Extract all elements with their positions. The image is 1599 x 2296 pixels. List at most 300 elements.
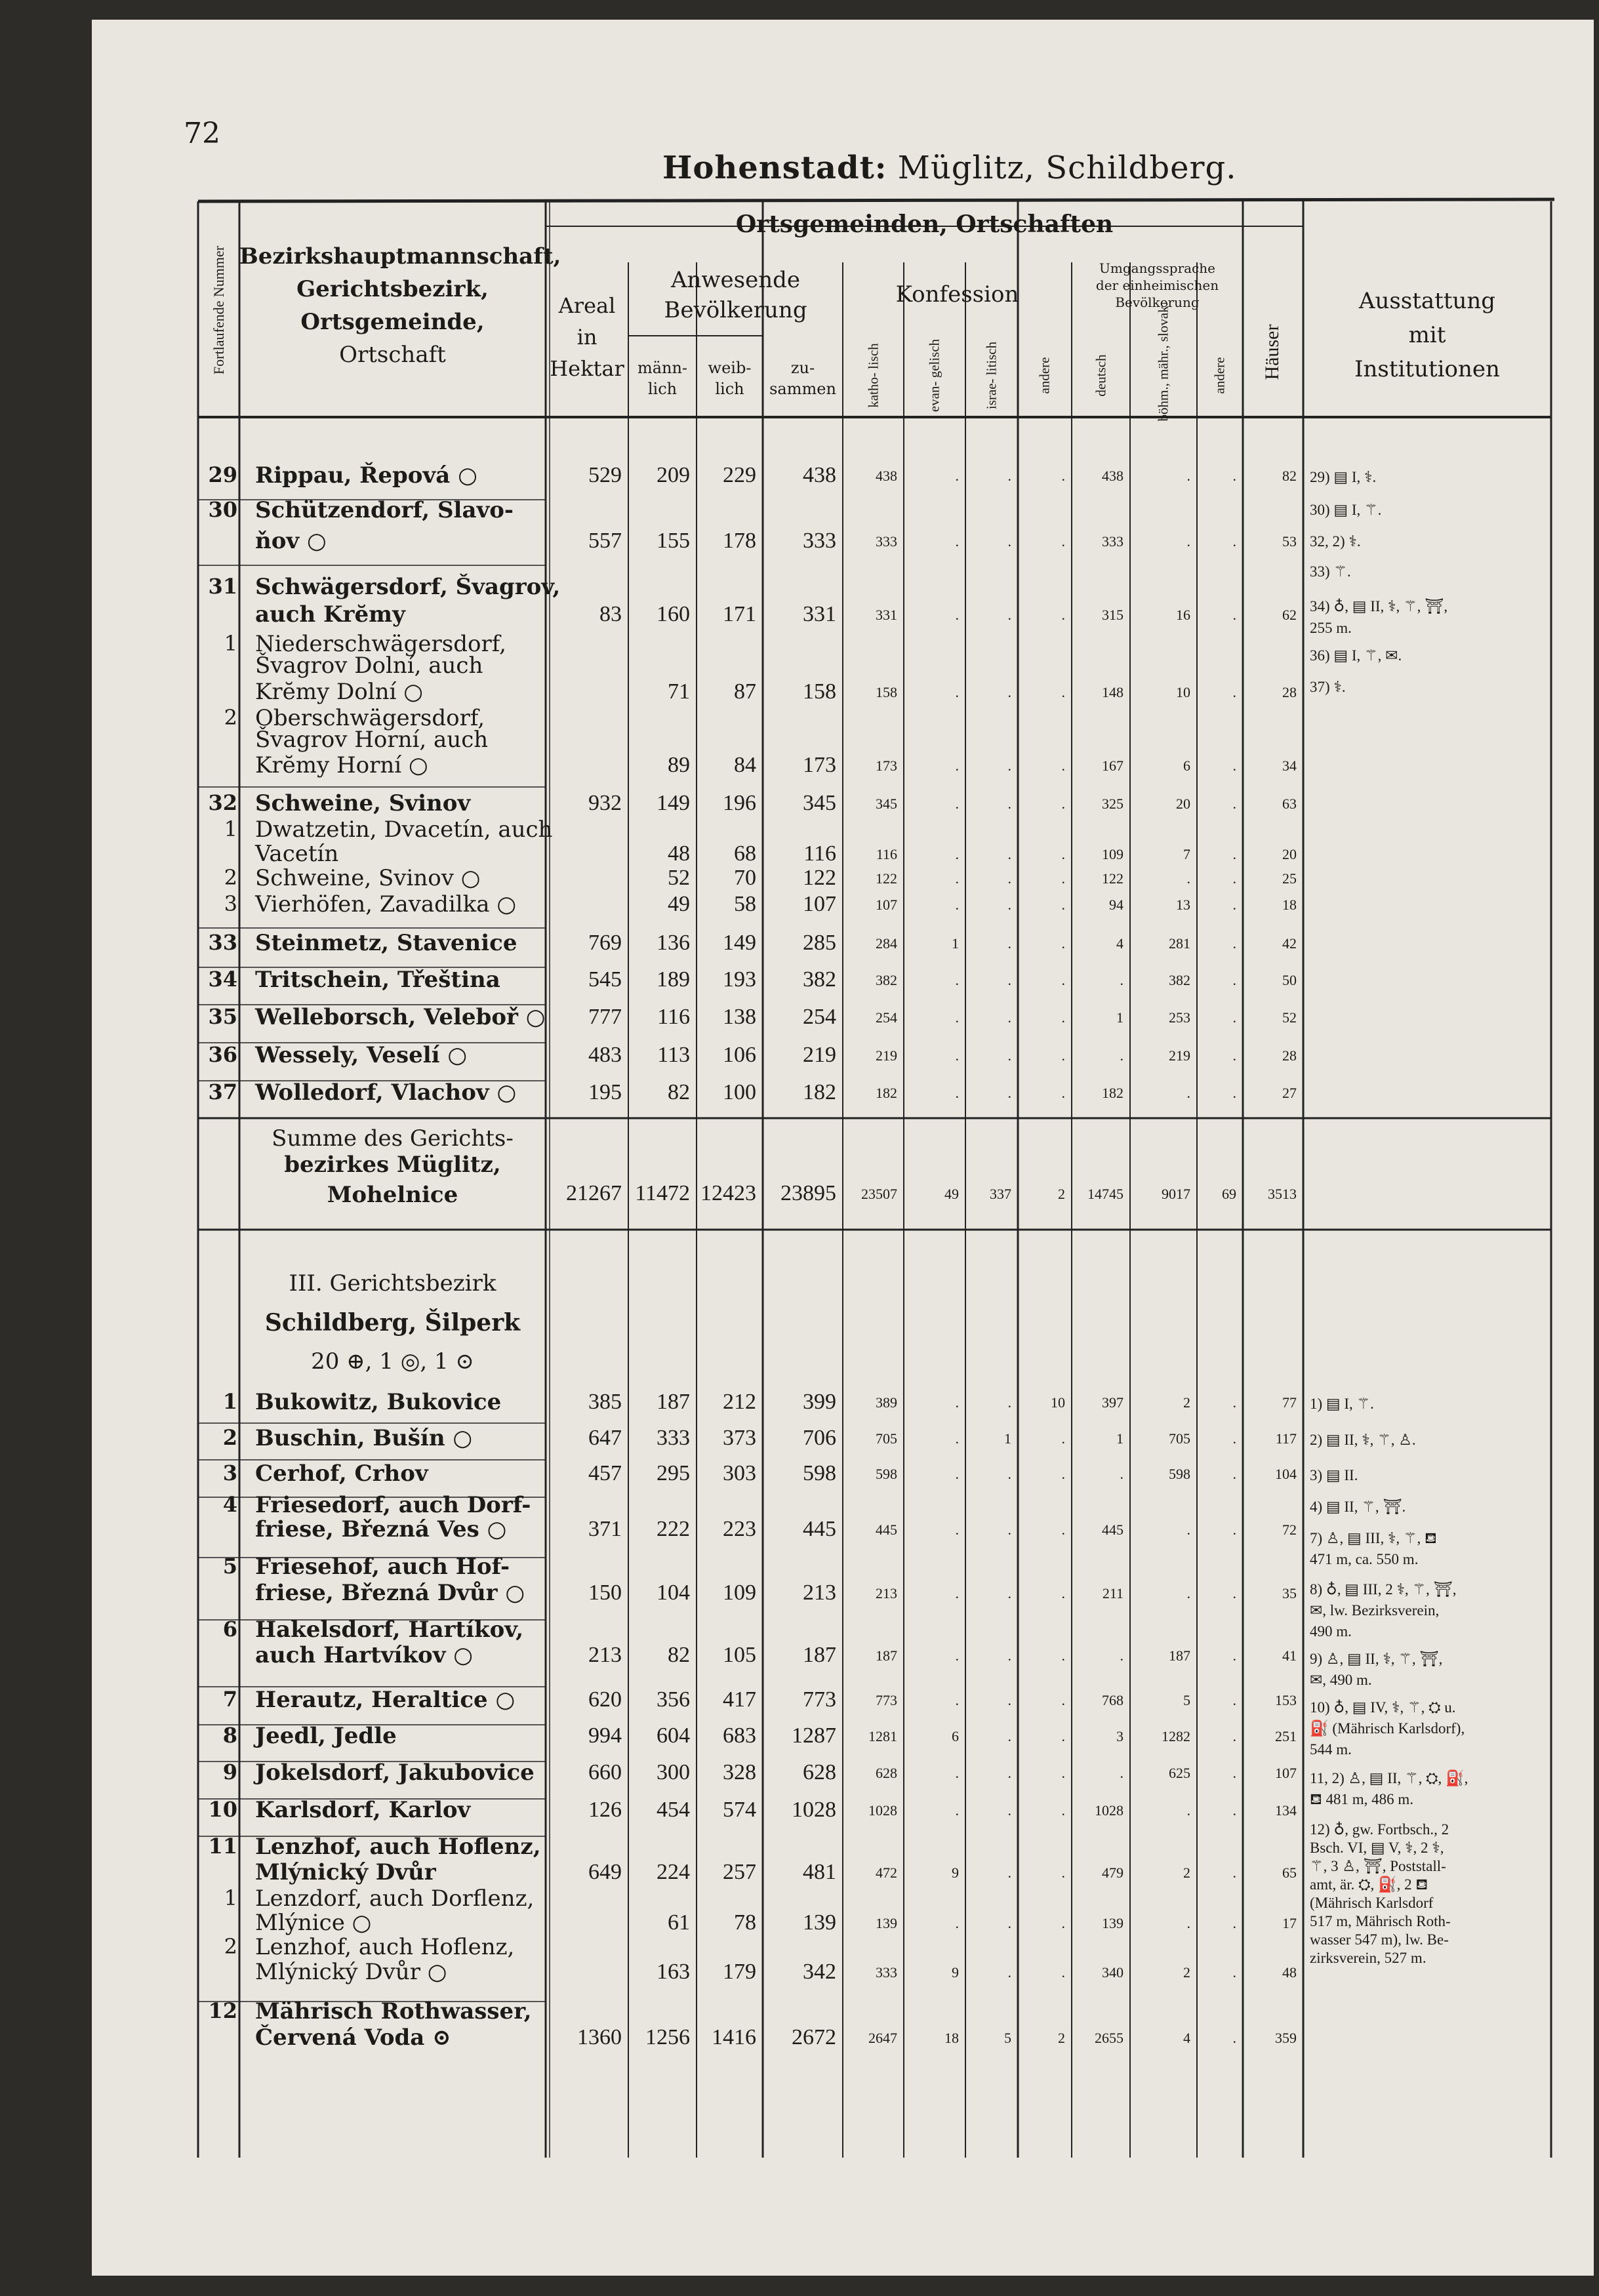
cell-cz: .	[1186, 870, 1190, 887]
cell-cz: 13	[1176, 896, 1190, 913]
cell-kath: 628	[876, 1764, 897, 1781]
cell-ev: .	[955, 683, 959, 700]
cell-ev: .	[955, 795, 959, 812]
cell-ou: .	[1232, 1802, 1236, 1819]
cell-ou: .	[1232, 757, 1236, 774]
cell-kath: 173	[876, 757, 897, 774]
cell-kath: 158	[876, 683, 897, 700]
cell-w: 138	[723, 1004, 756, 1029]
cell-w: 105	[723, 1642, 756, 1667]
cell-isr: .	[1007, 1914, 1011, 1931]
running-head-rest: Müglitz, Schildberg.	[887, 150, 1237, 186]
row-name-line-0: Hakelsdorf, Hartíkov,	[255, 1617, 524, 1643]
cell-de: 122	[1102, 870, 1123, 887]
institution-line: 490 m.	[1310, 1623, 1352, 1640]
cell-w: 149	[723, 930, 756, 955]
cell-and: .	[1061, 757, 1065, 774]
cell-areal: 777	[588, 1004, 622, 1029]
cell-isr: .	[1007, 1727, 1011, 1744]
row-name-line-2: Krĕmy Horní ○	[255, 752, 428, 778]
row-name-line-0: Lenzhof, auch Hoflenz,	[255, 1834, 541, 1860]
cell-h: 251	[1275, 1727, 1297, 1744]
cell-de: 94	[1109, 896, 1123, 913]
summe-w: 12423	[700, 1180, 756, 1205]
cell-w: 303	[723, 1460, 756, 1485]
row-name-line-0: Buschin, Bušín ○	[255, 1425, 473, 1451]
cell-kath: 705	[876, 1430, 897, 1447]
cell-ev: .	[955, 533, 959, 550]
header-ausstattung-line-1: mit	[1408, 322, 1446, 348]
cell-ev: .	[955, 1084, 959, 1101]
cell-h: 53	[1282, 533, 1297, 550]
cell-isr: .	[1007, 1864, 1011, 1881]
institution-line: (Mährisch Karlsdorf	[1310, 1895, 1434, 1911]
cell-isr: .	[1007, 1647, 1011, 1664]
row-name-line-1: friese, Březná Ves ○	[255, 1516, 507, 1542]
cell-m: 454	[657, 1797, 690, 1822]
cell-isr: .	[1007, 1521, 1011, 1538]
cell-de: 4	[1116, 935, 1123, 952]
cell-h: 18	[1282, 896, 1297, 913]
cell-de: 3	[1116, 1727, 1123, 1744]
cell-m: 209	[657, 462, 690, 487]
cell-kath: 333	[876, 1964, 897, 1981]
cell-ou: .	[1232, 1084, 1236, 1101]
cell-ou: .	[1232, 1465, 1236, 1482]
cell-kath: 284	[876, 935, 897, 952]
cell-ev: .	[955, 467, 959, 484]
cell-ou: .	[1232, 606, 1236, 623]
cell-and: .	[1061, 1764, 1065, 1781]
cell-ou: .	[1232, 870, 1236, 887]
row-number: 29	[208, 462, 237, 487]
cell-ou: .	[1232, 896, 1236, 913]
cell-m: 604	[657, 1723, 690, 1748]
cell-w: 417	[723, 1687, 756, 1712]
cell-ou: .	[1232, 845, 1236, 862]
cell-isr: .	[1007, 870, 1011, 887]
cell-cz: 598	[1169, 1465, 1190, 1482]
row-number: 1	[224, 1885, 237, 1910]
cell-cz: .	[1186, 1914, 1190, 1931]
cell-and: .	[1061, 1430, 1065, 1447]
cell-isr: 5	[1004, 2029, 1011, 2046]
cell-areal: 660	[588, 1760, 622, 1784]
row-number: 36	[208, 1042, 237, 1067]
top-rule	[198, 199, 1554, 201]
header-ortsgemeinden: Ortsgemeinden, Ortschaften	[735, 211, 1114, 238]
header-maennlich-line-1: lich	[647, 380, 678, 398]
cell-m: 300	[657, 1760, 690, 1784]
summe-label-line-2: Mohelnice	[327, 1182, 458, 1208]
institution-line: 37) ⚕.	[1310, 679, 1346, 695]
cell-and: .	[1061, 1584, 1065, 1601]
row-name-line-0: Mährisch Rothwasser,	[255, 1998, 532, 2024]
row-number: 33	[208, 930, 237, 955]
cell-h: 35	[1282, 1584, 1297, 1601]
cell-isr: .	[1007, 467, 1011, 484]
cell-m: 49	[668, 891, 690, 916]
cell-isr: .	[1007, 533, 1011, 550]
cell-ou: .	[1232, 935, 1236, 952]
cell-isr: 1	[1004, 1430, 1011, 1447]
row-name-line-0: Karlsdorf, Karlov	[255, 1797, 471, 1823]
row-number: 3	[224, 891, 237, 916]
cell-and: .	[1061, 896, 1065, 913]
header-umgangssprache-line-1: der einheimischen	[1095, 277, 1219, 293]
cell-z: 481	[803, 1859, 836, 1884]
institution-line: 29) ▤ I, ⚕.	[1310, 469, 1377, 485]
summe-isr: 337	[990, 1185, 1011, 1202]
cell-z: 187	[803, 1642, 836, 1667]
cell-h: 28	[1282, 1047, 1297, 1064]
header-fortlaufende-nummer: Fortlaufende Nummer	[211, 245, 227, 375]
cell-cz: 4	[1183, 2029, 1190, 2046]
cell-de: 397	[1102, 1394, 1123, 1411]
row-number: 2	[222, 1425, 237, 1450]
cell-areal: 150	[588, 1580, 622, 1605]
cell-and: .	[1061, 1521, 1065, 1538]
cell-de: 109	[1102, 845, 1123, 862]
cell-cz: 7	[1183, 845, 1190, 862]
row-name-line-0: Schützendorf, Slavo-	[255, 497, 514, 523]
header-deutsch: deutsch	[1093, 354, 1108, 397]
cell-h: 77	[1282, 1394, 1297, 1411]
header-areal-line-1: in	[577, 325, 597, 350]
cell-z: 628	[803, 1760, 836, 1784]
row-name-line-1: Švagrov Dolní, auch	[255, 653, 483, 679]
header-ausstattung-line-2: Institutionen	[1354, 356, 1500, 382]
cell-and: .	[1061, 1647, 1065, 1664]
cell-w: 223	[723, 1516, 756, 1541]
cell-areal: 1360	[577, 2024, 622, 2049]
cell-w: 58	[734, 891, 756, 916]
row-number: 30	[208, 497, 237, 522]
cell-and: .	[1061, 1864, 1065, 1881]
summe-h: 3513	[1268, 1185, 1297, 1202]
cell-w: 193	[723, 967, 756, 992]
row-number: 12	[208, 1998, 237, 2023]
cell-areal: 649	[588, 1859, 622, 1884]
row-name-line-1: Mlýnice ○	[255, 1910, 372, 1936]
cell-kath: 219	[876, 1047, 897, 1064]
row-name-line-0: Jokelsdorf, Jakubovice	[255, 1760, 535, 1786]
row-name-line-0: Dwatzetin, Dvacetín, auch	[255, 816, 553, 843]
cell-z: 706	[803, 1425, 836, 1450]
cell-kath: 2647	[868, 2029, 897, 2046]
section-name: Schildberg, Šilperk	[264, 1309, 521, 1337]
row-name-line-0: Friesehof, auch Hof-	[255, 1554, 510, 1580]
cell-and: .	[1061, 1465, 1065, 1482]
cell-z: 158	[803, 679, 836, 704]
cell-cz: 2	[1183, 1864, 1190, 1881]
cell-ev: .	[955, 1430, 959, 1447]
row-name-line-0: Lenzhof, auch Hoflenz,	[255, 1934, 515, 1960]
cell-de: 438	[1102, 467, 1123, 484]
row-number: 4	[222, 1492, 237, 1517]
cell-isr: .	[1007, 1802, 1011, 1819]
row-number: 11	[208, 1834, 237, 1859]
cell-z: 399	[803, 1389, 836, 1414]
cell-areal: 457	[588, 1460, 622, 1485]
cell-w: 229	[723, 462, 756, 487]
cell-w: 373	[723, 1425, 756, 1450]
row-name-line-0: Niederschwägersdorf,	[255, 631, 506, 657]
cell-kath: 472	[876, 1864, 897, 1881]
row-name-line-0: Jeedl, Jedle	[255, 1723, 397, 1749]
summe-z: 23895	[780, 1180, 836, 1205]
cell-kath: 389	[876, 1394, 897, 1411]
cell-ou: .	[1232, 2029, 1236, 2046]
cell-areal: 557	[588, 528, 622, 553]
cell-m: 155	[657, 528, 690, 553]
cell-ou: .	[1232, 1521, 1236, 1538]
cell-m: 160	[657, 601, 690, 626]
cell-isr: .	[1007, 683, 1011, 700]
cell-h: 62	[1282, 606, 1297, 623]
cell-cz: .	[1186, 533, 1190, 550]
section-title: III. Gerichtsbezirk	[289, 1270, 496, 1297]
row-name-line-0: Bukowitz, Bukovice	[255, 1389, 502, 1415]
cell-kath: 254	[876, 1009, 897, 1026]
row-number: 2	[224, 1934, 237, 1959]
cell-kath: 116	[876, 845, 897, 862]
cell-w: 68	[734, 841, 756, 866]
header-zusammen-line-1: sammen	[769, 380, 836, 398]
cell-m: 113	[657, 1042, 690, 1067]
summe-kath: 23507	[861, 1185, 897, 1202]
cell-kath: 107	[876, 896, 897, 913]
institution-line: 10) ♁, ▤ IV, ⚕, ⚚, ⛭ u.	[1310, 1699, 1456, 1716]
row-number: 1	[224, 631, 237, 656]
cell-de: 1	[1116, 1009, 1123, 1026]
cell-h: 17	[1282, 1914, 1297, 1931]
row-name-line-1: Červená Voda ⊙	[255, 2024, 451, 2051]
cell-m: 333	[657, 1425, 690, 1450]
cell-ou: .	[1232, 1964, 1236, 1981]
institution-line: 1) ▤ I, ⚚.	[1310, 1396, 1374, 1412]
cell-areal: 126	[588, 1797, 622, 1822]
row-name-line-1: friese, Březná Dvůr ○	[255, 1580, 525, 1606]
row-name-line-1: auch Krĕmy	[255, 601, 405, 628]
cell-areal: 213	[588, 1642, 622, 1667]
cell-and: .	[1061, 1914, 1065, 1931]
cell-areal: 195	[588, 1079, 622, 1104]
cell-ev: .	[955, 757, 959, 774]
cell-m: 187	[657, 1389, 690, 1414]
row-name-line-0: Cerhof, Crhov	[255, 1460, 428, 1487]
cell-kath: 331	[876, 606, 897, 623]
cell-kath: 773	[876, 1691, 897, 1708]
cell-w: 212	[723, 1389, 756, 1414]
header-andere2: andere	[1211, 357, 1228, 394]
cell-kath: 1028	[868, 1802, 897, 1819]
cell-ev: .	[955, 1691, 959, 1708]
cell-cz: .	[1186, 1584, 1190, 1601]
cell-kath: 445	[876, 1521, 897, 1538]
cell-isr: .	[1007, 935, 1011, 952]
header-katholisch: katho- lisch	[865, 343, 881, 408]
row-name-line-0: Rippau, Řepová ○	[255, 462, 477, 489]
header-bezirk-line-1: Gerichtsbezirk,	[296, 276, 489, 302]
header-evangelisch: evan- gelisch	[926, 338, 942, 413]
cell-ev: 9	[952, 1864, 959, 1881]
cell-kath: 598	[876, 1465, 897, 1482]
cell-h: 359	[1275, 2029, 1297, 2046]
cell-z: 1287	[792, 1723, 836, 1748]
row-name-line-1: Mlýnický Dvůr ○	[255, 1959, 447, 1985]
institution-line: 3) ▤ II.	[1310, 1467, 1358, 1483]
institution-line: ⛽ (Mährisch Karlsdorf),	[1310, 1720, 1465, 1737]
row-number: 32	[208, 790, 237, 815]
cell-z: 331	[803, 601, 836, 626]
header-ausstattung-line-0: Ausstattung	[1358, 288, 1496, 314]
institution-line: 36) ▤ I, ⚚, ✉.	[1310, 647, 1402, 664]
cell-w: 84	[734, 752, 756, 777]
cell-kath: 122	[876, 870, 897, 887]
institution-line: 8) ♁, ▤ III, 2 ⚕, ⚚, ⛩,	[1310, 1581, 1457, 1598]
cell-and: .	[1061, 1691, 1065, 1708]
header-maennlich-line-0: männ-	[637, 359, 688, 377]
row-name-line-0: Schwägersdorf, Švagrov,	[255, 574, 561, 600]
institution-line: Bsch. VI, ▤ V, ⚕, 2 ⚕,	[1310, 1840, 1444, 1856]
cell-z: 382	[803, 967, 836, 992]
cell-h: 50	[1282, 971, 1297, 988]
cell-h: 107	[1275, 1764, 1297, 1781]
cell-ev: .	[955, 1802, 959, 1819]
cell-w: 100	[723, 1079, 756, 1104]
row-number: 37	[208, 1079, 237, 1104]
cell-z: 438	[803, 462, 836, 487]
cell-h: 63	[1282, 795, 1297, 812]
header-weiblich-line-1: lich	[715, 380, 744, 398]
cell-ou: .	[1232, 795, 1236, 812]
cell-h: 48	[1282, 1964, 1297, 1981]
cell-w: 87	[734, 679, 756, 704]
cell-z: 445	[803, 1516, 836, 1541]
cell-isr: .	[1007, 795, 1011, 812]
cell-z: 107	[803, 891, 836, 916]
cell-ev: .	[955, 1584, 959, 1601]
summe-label-line-1: bezirkes Müglitz,	[284, 1152, 501, 1178]
cell-kath: 345	[876, 795, 897, 812]
cell-w: 109	[723, 1580, 756, 1605]
cell-and: .	[1061, 467, 1065, 484]
cell-cz: 10	[1176, 683, 1190, 700]
row-name-line-1: ňov ○	[255, 528, 327, 554]
cell-areal: 545	[588, 967, 622, 992]
cell-cz: 253	[1169, 1009, 1190, 1026]
cell-z: 219	[803, 1042, 836, 1067]
row-name-line-0: Vierhöfen, Zavadilka ○	[255, 891, 517, 917]
cell-w: 257	[723, 1859, 756, 1884]
cell-ou: .	[1232, 467, 1236, 484]
cell-areal: 529	[588, 462, 622, 487]
cell-isr: .	[1007, 757, 1011, 774]
row-number: 31	[208, 574, 237, 599]
row-name-line-0: Steinmetz, Stavenice	[255, 930, 517, 956]
row-number: 10	[208, 1797, 237, 1822]
cell-areal: 483	[588, 1042, 622, 1067]
institution-line: zirksverein, 527 m.	[1310, 1950, 1427, 1966]
cell-z: 116	[803, 841, 836, 866]
cell-isr: .	[1007, 1465, 1011, 1482]
cell-h: 28	[1282, 683, 1297, 700]
row-number: 2	[224, 865, 237, 890]
cell-m: 104	[657, 1580, 690, 1605]
institution-line: amt, är. ⛭, ⛽, 2 ⛾	[1310, 1876, 1428, 1893]
cell-w: 70	[734, 865, 756, 890]
header-areal-line-0: Areal	[558, 293, 616, 318]
institution-line: 7) ♙, ▤ III, ⚕, ⚚, ⛾	[1310, 1530, 1437, 1546]
cell-cz: 625	[1169, 1764, 1190, 1781]
institution-line: 517 m, Mährisch Roth-	[1310, 1913, 1451, 1929]
institution-line: wasser 547 m), lw. Be-	[1310, 1931, 1449, 1948]
row-number: 5	[222, 1554, 237, 1579]
row-number: 7	[222, 1687, 237, 1712]
cell-z: 342	[803, 1959, 836, 1984]
cell-ev: .	[955, 1465, 959, 1482]
cell-areal: 371	[588, 1516, 622, 1541]
row-name-line-2: Krĕmy Dolní ○	[255, 679, 423, 705]
institution-line: 471 m, ca. 550 m.	[1310, 1551, 1419, 1567]
cell-isr: .	[1007, 896, 1011, 913]
institution-line: 11, 2) ♙, ▤ II, ⚚, ⛭, ⛽,	[1310, 1770, 1468, 1786]
cell-isr: .	[1007, 1394, 1011, 1411]
cell-cz: 16	[1176, 606, 1190, 623]
header-anwesende-line-1: Bevölkerung	[664, 297, 807, 323]
cell-isr: .	[1007, 1691, 1011, 1708]
cell-h: 117	[1275, 1430, 1297, 1447]
cell-and: .	[1061, 533, 1065, 550]
row-name-line-1: Vacetín	[255, 841, 339, 867]
cell-z: 182	[803, 1079, 836, 1104]
cell-and: .	[1061, 1802, 1065, 1819]
cell-kath: 333	[876, 533, 897, 550]
cell-and: .	[1061, 1084, 1065, 1101]
institution-line: ✉, lw. Bezirksverein,	[1310, 1602, 1440, 1619]
row-name-line-0: Herautz, Heraltice ○	[255, 1687, 516, 1713]
institution-line: 255 m.	[1310, 620, 1352, 636]
row-name-line-0: Schweine, Svinov ○	[255, 865, 481, 891]
cell-m: 163	[657, 1959, 690, 1984]
cell-h: 104	[1275, 1465, 1297, 1482]
institution-line: ⛾ 481 m, 486 m.	[1310, 1791, 1414, 1807]
cell-m: 1256	[645, 2024, 690, 2049]
row-number: 1	[224, 816, 237, 841]
institution-line: 9) ♙, ▤ II, ⚕, ⚚, ⛩,	[1310, 1651, 1443, 1667]
row-number: 3	[222, 1460, 237, 1485]
cell-m: 61	[668, 1910, 690, 1935]
cell-ou: .	[1232, 1864, 1236, 1881]
cell-w: 178	[723, 528, 756, 553]
cell-h: 34	[1282, 757, 1297, 774]
cell-h: 27	[1282, 1084, 1297, 1101]
cell-ev: 18	[944, 2029, 959, 2046]
cell-isr: .	[1007, 845, 1011, 862]
header-zusammen-line-0: zu-	[790, 359, 815, 377]
summe-de: 14745	[1087, 1185, 1123, 1202]
cell-m: 52	[668, 865, 690, 890]
section-symbols: 20 ⊕, 1 ◎, 1 ⊙	[311, 1348, 474, 1375]
cell-de: 1028	[1095, 1802, 1123, 1819]
cell-cz: 219	[1169, 1047, 1190, 1064]
row-number: 6	[222, 1617, 237, 1641]
summe-m: 11472	[635, 1180, 690, 1205]
cell-cz: 705	[1169, 1430, 1190, 1447]
institution-line: 33) ⚚.	[1310, 563, 1351, 580]
header-weiblich-line-0: weib-	[708, 359, 752, 377]
